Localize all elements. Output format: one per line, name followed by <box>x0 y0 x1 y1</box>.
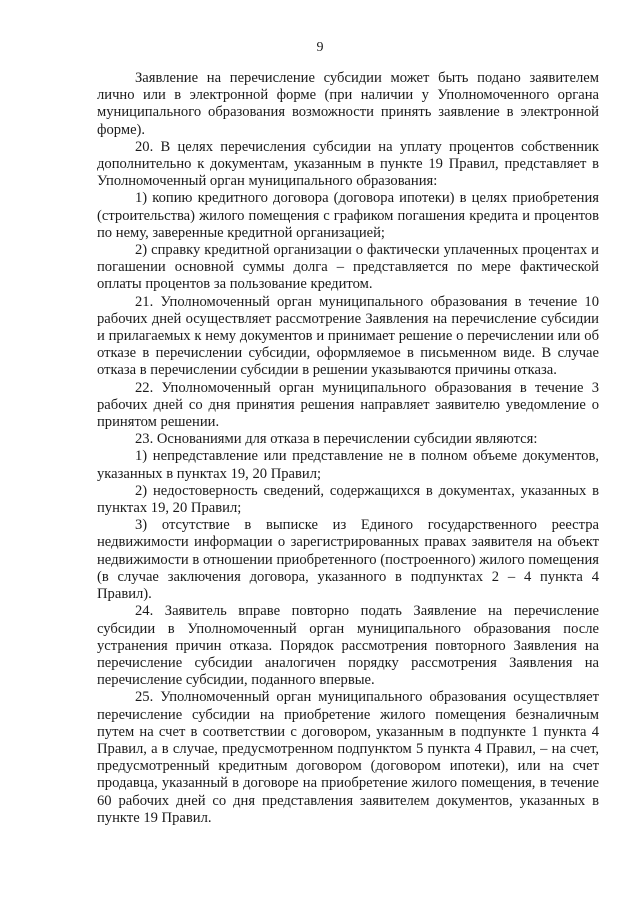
paragraph-20-item-2: 2) справку кредитной организации о фактически уплаченных процентах и погашении основной суммы долга – представляется по мере фактической оплаты процентов за пользование кредитом. <box>97 242 599 293</box>
paragraph-20: 20. В целях перечисления субсидии на уплату процентов собственник дополнительно к документам, указанным в пункте 19 Правил, представляет в Уполномоченный орган муниципального образования: <box>97 138 599 190</box>
paragraph-24: 24. Заявитель вправе повторно подать Заявление на перечисление субсидии в Уполномоченный орган муниципального образования после устранения причин отказа. Порядок рассмотрения повторного Заявления на перечисление субсидии аналогичен порядку рассмотрения Заявления на перечисление субсидии, поданного впервые. <box>97 603 599 689</box>
paragraph-22: 22. Уполномоченный орган муниципального образования в течение 3 рабочих дней со дня принятия решения направляет заявителю уведомление о принятом решении. <box>97 379 599 431</box>
paragraph-23: 23. Основаниями для отказа в перечислении субсидии являются: <box>135 431 538 448</box>
paragraph-21: 21. Уполномоченный орган муниципального образования в течение 10 рабочих дней осуществляет рассмотрение Заявления на перечисление субсидии и прилагаемых к нему документов и принимает решение о перечислении или об отказе в перечислении субсидии, оформляемое в письменном виде. В случае отказа в перечислении субсидии в решении указываются причины отказа. <box>97 293 599 379</box>
paragraph-25: 25. Уполномоченный орган муниципального образования осуществляет перечисление субсидии на приобретение жилого помещения безналичным путем на счет в соответствии с договором, указанным в подпункте 1 пункта 4 Правил, а в случае, предусмотренном подпунктом 5 пункта 4 Правил, – на счет, предусмотренный кредитным договором (договором ипотеки), или на счет продавца, указанный в договоре на приобретение жилого помещения, в течение 60 рабочих дней со дня представления заявителем документов, указанных в пункте 19 Правил. <box>97 689 599 826</box>
paragraph-23-item-2: 2) недостоверность сведений, содержащихся в документах, указанных в пунктах 19, 20 Правил; <box>97 482 599 517</box>
page-number: 9 <box>316 40 324 55</box>
paragraph-20-item-1: 1) копию кредитного договора (договора ипотеки) в целях приобретения (строительства) жилого помещения с графиком погашения кредита и процентов по нему, заверенные кредитной организацией; <box>97 190 599 241</box>
paragraph-application-form: Заявление на перечисление субсидии может быть подано заявителем лично или в электронной форме (при наличии у Уполномоченного органа муниципального образования возможности принять заявление в электронной форме). <box>97 70 599 138</box>
paragraph-23-item-3: 3) отсутствие в выписке из Единого государственного реестра недвижимости информации о зарегистрированных правах заявителя на объект недвижимости в отношении приобретенного (построенного) жилого помещения (в случае заключения договора, указанного в подпунктах 2 – 4 пункта 4 Правил). <box>97 517 599 603</box>
document-body <box>97 70 599 827</box>
paragraph-23-item-1: 1) непредставление или представление не в полном объеме документов, указанных в пунктах 19, 20 Правил; <box>97 448 599 482</box>
